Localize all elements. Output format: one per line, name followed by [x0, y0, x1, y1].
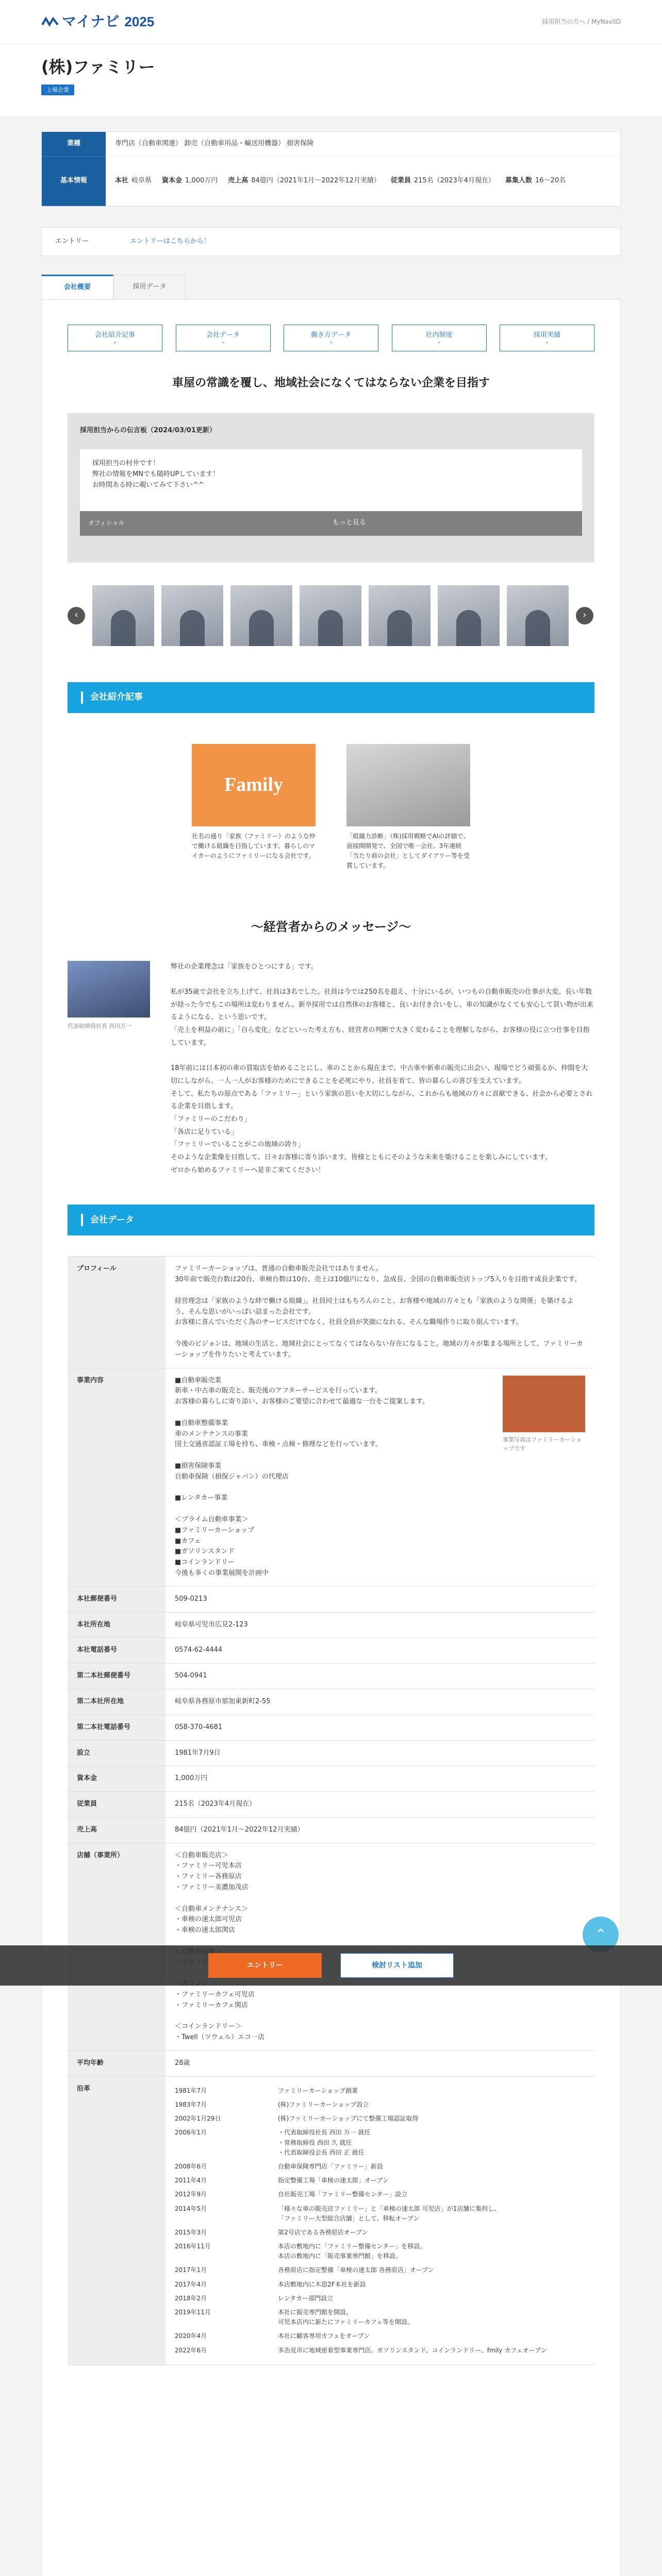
table-row — [68, 1257, 594, 1368]
row-key: 平均年齢 — [68, 2051, 166, 2077]
service-text: ■自動車販売業 新車・中古車の販売と、販売後のアフターサービスを行っています。 お客様の暮らしに寄り添い、お客様のご要望に合わせて最適な一台をご提案します。 ■自動車整備事業 車のメンテナンスの事業 国土交通省認証工場を持ち、車検・点検・修理などを行っています。 ■損害保険事業 自動車保険（損保ジャパン）の代理店 ■レンタカー事業 ＜プライム自動車事業＞ ■ファミリーカーショップ ■カフェ ■ガソリンスタンド ■コインランドリー 今後も多くの事業展開を計画中 — [175, 1376, 429, 1577]
hq-label: 本社 — [115, 177, 129, 185]
industry-label: 業種 — [42, 132, 106, 157]
history-row — [175, 2240, 585, 2263]
chevron-down-icon: ⌄ — [221, 339, 225, 345]
carousel-photo[interactable] — [230, 585, 292, 646]
history-event: 自社販売工場「ファミリー整備センター」設立 — [278, 2191, 408, 2198]
history-event: ・代表取締役社長 西田 万一 就任 ・常務取締役 西田 久 就任 ・代表取締役会長 西田 正 就任 — [278, 2129, 371, 2156]
history-row — [175, 2098, 585, 2112]
history-table — [175, 2084, 585, 2358]
chevron-down-icon: ⌄ — [437, 339, 441, 345]
sticky-cta-bar — [0, 1945, 662, 1986]
company-data-table — [68, 1256, 594, 2365]
subnav-label: 働き方データ — [310, 331, 351, 339]
row-key: 事業内容 — [68, 1368, 166, 1586]
history-row — [175, 2174, 585, 2188]
table-row — [68, 1766, 594, 1792]
chevron-down-icon: ⌄ — [112, 339, 118, 345]
row-value: 84億円（2021年1月〜2022年12月実績） — [166, 1817, 594, 1843]
row-key: 沿革 — [68, 2076, 166, 2365]
table-row — [68, 1612, 594, 1638]
table-row — [68, 1715, 594, 1740]
recruit-count-value: 16〜20名 — [535, 177, 566, 185]
history-cell — [166, 2076, 594, 2365]
ceo-caption: 代表取締役社長 西田万一 — [68, 1022, 132, 1029]
header-link[interactable]: 採用担当の方へ / MyNaviID — [542, 18, 621, 25]
history-event: (株)ファミリーカーショップにて整備工場認証取得 — [278, 2115, 419, 2123]
history-row — [175, 2329, 585, 2343]
carousel-photo[interactable] — [92, 585, 154, 646]
page-tabs — [41, 275, 621, 299]
article-text: 社名の通り「家族（ファミリー）のような仲で働ける組織を目指しています。暮らしのマイカーのようにファミリーになる会社です。 — [192, 832, 316, 859]
table-row — [68, 1664, 594, 1689]
entry-box — [41, 227, 621, 256]
history-event: 本店の敷地内に「ファミリー整備センター」を移設。 本店の敷地内に「販売事業専門館」を移設。 — [278, 2243, 426, 2260]
board-title: 採用担当からの伝言板（2024/03/01更新） — [80, 426, 216, 434]
history-year: 2006年1月 — [175, 2129, 207, 2137]
row-value: 1981年7月9日 — [166, 1740, 594, 1766]
recruit-count-label: 募集人数 — [505, 177, 533, 185]
board-line: 採用担当の村井です！ — [92, 460, 160, 468]
history-year: 1981年7月 — [175, 2087, 207, 2094]
history-row — [175, 2160, 585, 2174]
row-value: 504-0941 — [166, 1664, 594, 1689]
service-photo — [503, 1376, 585, 1432]
history-year: 2014年5月 — [175, 2205, 207, 2212]
history-year: 2016年11月 — [175, 2243, 211, 2250]
catch-copy: 車屋の常識を覆し、地域社会になくてはならない企業を目指す — [172, 377, 490, 390]
row-value: 058-370-4681 — [166, 1715, 594, 1740]
entry-link[interactable]: エントリーはこちらから！ — [130, 237, 211, 245]
carousel-prev-icon[interactable]: ‹ — [68, 607, 85, 624]
history-event: 各務原店に指定整備「車検の速太郎 各務原店」オープン — [278, 2266, 434, 2274]
chevron-up-icon: ⌃ — [594, 1925, 607, 1943]
history-event: 本社に販売専門館を開設。 可児本店内に新たにファミリーカフェ等を開設。 — [278, 2309, 413, 2326]
history-row — [175, 2202, 585, 2226]
subnav-intro-article[interactable] — [68, 325, 162, 351]
subnav-label: 会社データ — [206, 331, 240, 339]
row-key: 第二本社電話番号 — [68, 1715, 166, 1740]
table-row — [68, 1740, 594, 1766]
table-row — [68, 1817, 594, 1843]
row-key: 第二本社郵便番号 — [68, 1664, 166, 1689]
history-event: 第2号店である各務原店オープン — [278, 2228, 368, 2236]
table-row — [68, 1638, 594, 1664]
board-more: もっと見る — [332, 519, 366, 527]
table-row — [68, 2051, 594, 2077]
subnav-label: 社内制度 — [425, 331, 453, 339]
basic-info-label: 基本情報 — [42, 157, 106, 206]
history-year: 1983年7月 — [175, 2101, 207, 2109]
history-year: 2019年11月 — [175, 2309, 211, 2316]
history-row — [175, 2126, 585, 2160]
row-value — [166, 1368, 594, 1586]
section-heading-intro: 会社紹介記事 — [68, 682, 594, 713]
row-key: 本社郵便番号 — [68, 1586, 166, 1612]
carousel-photo[interactable] — [438, 585, 500, 646]
history-year: 2012年9月 — [175, 2191, 207, 2198]
ceo-photo — [68, 961, 150, 1018]
history-year: 2011年4月 — [175, 2177, 207, 2184]
sales-label: 売上高 — [228, 177, 249, 185]
row-value: 岐阜県各務原市那加東新町2-55 — [166, 1689, 594, 1715]
row-key: 本社所在地 — [68, 1612, 166, 1638]
history-row — [175, 2263, 585, 2277]
photo-carousel — [68, 577, 594, 654]
history-event: 本店敷地内に木造2F本社を新設 — [278, 2280, 366, 2288]
history-row — [175, 2226, 585, 2240]
article-image — [346, 744, 470, 826]
row-key: 売上高 — [68, 1817, 166, 1843]
history-year: 2018年2月 — [175, 2294, 207, 2302]
row-key: 本社電話番号 — [68, 1638, 166, 1664]
ceo-message-text: 弊社の企業理念は「家族をひとつにする」です。 私が35歳で会社を立ち上げて、社員は3名でした。社員は今では250名を超え、十分にいるが、いつもの自動車販売の仕事が大変。長い年数が経った今でもこの場所は変わりません。新卒採用では自然体のお客様と、良いお付き合いをし、車の知識がなくても安心して買い物が出来るようになる、という思いです。 「売上を利益の前に」「自ら変化」などといった考え方も、経営者の判断で大きく変わることを理解しながら、お客様の役に立つ仕事を目指しています。 18年前には日本初の車の買取店を始めることにし、車のことから現在まで、中古車や新車の販売に出会い、現場でどう頑張るか、仲間を大切にしながら、一人一人がお客様のためにできることを必死にやり、社員を育て、皆の暮らしの喜びを支えています。 そして、私たちの原点である「ファミリー」という家族の思いを大切にしながら、これからも地域の方々に貢献できる、社会から必要とされる企業を目指します。 「ファミリーのこだわり」 「各店に足りている」 「ファミリーでいることがこの地域の誇り」 そのような企業像を目指して、日々お客様に寄り添います。皆様とともにそのような未来を築けることを楽しみにしています。 ゼロから始めるファミリーへ是非ご来てください！ — [171, 962, 593, 1174]
history-year: 2017年4月 — [175, 2280, 207, 2288]
company-summary — [41, 131, 621, 207]
add-to-list-button[interactable]: 検討リスト追加 — [340, 1953, 454, 1978]
board-message — [80, 449, 582, 520]
history-year: 2020年4月 — [175, 2332, 207, 2340]
ceo-message — [68, 961, 594, 1177]
history-event: 自動車保険専門店「ファミリー」新設 — [278, 2162, 383, 2170]
mynavi-logo-icon — [41, 16, 59, 27]
board-more-bar[interactable] — [80, 511, 582, 536]
hq-value: 岐阜県 — [131, 177, 152, 185]
company-header — [0, 44, 662, 116]
employee-label: 従業員 — [390, 177, 411, 185]
row-value: 28歳 — [166, 2051, 594, 2077]
history-event: 多治見市に地域密着型事業専門店。ガソリンスタンド、コインランドリー、fmily カフェオープン — [278, 2346, 547, 2354]
chevron-down-icon: ⌄ — [544, 339, 550, 345]
history-year: 2015年3月 — [175, 2228, 207, 2236]
history-year: 2022年6月 — [175, 2346, 207, 2354]
row-value: 509-0213 — [166, 1586, 594, 1612]
history-event: 本社に顧客専用カフェをオープン — [278, 2332, 370, 2340]
employee-value: 215名（2023年4月現在） — [413, 177, 495, 185]
history-event: レンタカー部門設立 — [278, 2294, 334, 2302]
row-value: 岐阜県可児市広見2-123 — [166, 1612, 594, 1638]
subnav-hiring-record[interactable] — [500, 325, 594, 351]
carousel-photo[interactable] — [161, 585, 223, 646]
history-row — [175, 2306, 585, 2329]
table-row — [68, 2076, 594, 2365]
carousel-next-icon[interactable]: › — [576, 607, 593, 624]
intro-articles — [68, 744, 594, 871]
history-year: 2002年1月29日 — [175, 2115, 221, 2123]
subnav-company-data[interactable] — [176, 325, 271, 351]
article-card[interactable] — [192, 744, 316, 871]
board-line: 弊社の情報をMNでも随時UPしています！ — [92, 470, 220, 479]
sales-value: 84億円（2021年1月〜2022年12月実績） — [251, 177, 380, 185]
history-row — [175, 2112, 585, 2126]
carousel-photo[interactable] — [507, 585, 569, 646]
row-value: 1,000万円 — [166, 1766, 594, 1792]
carousel-photo[interactable] — [369, 585, 431, 646]
row-value: ファミリーカーショップは、普通の自動車販売会社ではありません。 30年前で販売台数は20台、車検台数は10台、売上は10億円になり、急成長、全国の自動車販売店トップ5入りを目指す成長企業です。 経営理念は「家族のような絆で働ける組織」。社員同士はもちろんのこと、お客様や地域の方々とも「家族のような関係」を築けるよう、そんな思いがいっぱい詰まった会社です。 お客様に喜んでいただく為のサービスだけでなく、社員全員が笑顔になれる、そんな職場作りに取り組んでいます。 今後のビジョンは、地域の生活と、地域社会にとってなくてはならない存在になること。地域の方々が集まる場所として、ファミリーカーショップを作りたいと考えています。 — [166, 1257, 594, 1368]
table-row — [68, 1368, 594, 1586]
row-key: 従業員 — [68, 1792, 166, 1818]
article-text: 「組織力診断」（株)採用戦略でAIの評価で、面接開開発で、全国で唯一会社、3年連続「当たり前の会社」としてダイアリー等を受賞しています。 — [346, 832, 470, 870]
logo-year: 2025 — [124, 13, 155, 29]
history-row — [175, 2292, 585, 2306]
capital-value: 1,000万円 — [185, 177, 218, 185]
main-content — [41, 299, 621, 2576]
company-name: (株)ファミリー — [41, 57, 155, 77]
row-key: 店舗（事業所） — [68, 1843, 166, 2050]
tab-company-overview[interactable]: 会社概要 — [41, 275, 113, 299]
recruiter-board — [68, 413, 594, 563]
entry-label: エントリー — [55, 237, 89, 245]
row-value: 0574-62-4444 — [166, 1638, 594, 1664]
row-key: プロフィール — [68, 1257, 166, 1368]
history-year: 2008年6月 — [175, 2162, 207, 2170]
history-event: ファミリーカーショップ創業 — [278, 2087, 358, 2094]
mynavi-logo[interactable] — [41, 10, 154, 33]
history-row — [175, 2278, 585, 2292]
listed-badge: 上場企業 — [41, 84, 74, 96]
row-key: 資本金 — [68, 1766, 166, 1792]
tab-recruit-data[interactable]: 採用データ — [113, 275, 186, 299]
history-row — [175, 2084, 585, 2098]
subnav-label: 採用実績 — [533, 331, 560, 339]
section-heading-data: 会社データ — [68, 1205, 594, 1235]
ceo-message-title: 〜経営者からのメッセージ〜 — [251, 920, 411, 935]
history-row — [175, 2188, 585, 2201]
history-year: 2017年1月 — [175, 2266, 207, 2274]
logo-text: マイナビ — [62, 13, 120, 30]
site-header — [0, 0, 662, 44]
board-line: お時間ある時に覗いてみて下さい^^ — [92, 481, 204, 489]
entry-button[interactable]: エントリー — [208, 1953, 322, 1978]
history-event: 「様々な車の販売店ファミリー」と「車検の速太郎 可児店」が1店舗に集約し、 「ファミリー大型総合店舗」として、移転オープン — [278, 2205, 501, 2222]
carousel-photo[interactable] — [300, 585, 361, 646]
chevron-down-icon: ⌄ — [328, 339, 334, 345]
history-row — [175, 2344, 585, 2358]
subnav-work-data[interactable] — [284, 325, 378, 351]
table-row — [68, 1792, 594, 1818]
industry-value: 専門店（自動車関連） 卸売（自動車用品・輸送用機器） 損害保険 — [106, 132, 620, 157]
section-subnav — [68, 325, 594, 351]
row-value: ＜自動車販売店＞ ・ファミリー可児本店 ・ファミリー各務原店 ・ファミリー美濃加茂店 ＜自動車メンテナンス＞ ・車検の速太郎可児店 ・車検の速太郎関店 ・ファミリーカフェ可児店 ・ファミリーカフェ関店 ＜コインランドリー＞ ・Twell（ツウェル）エコ一店 — [166, 1843, 594, 2050]
service-caption: 事業写真はファミリーカーショップです — [503, 1436, 582, 1452]
subnav-system[interactable] — [392, 325, 487, 351]
table-row — [68, 1586, 594, 1612]
table-row — [68, 1689, 594, 1715]
history-event: (株)ファミリーカーショップ設立 — [278, 2101, 369, 2109]
article-card[interactable] — [346, 744, 470, 871]
subnav-label: 会社紹介記事 — [94, 331, 135, 339]
article-image: Family — [192, 744, 316, 826]
row-key: 設立 — [68, 1740, 166, 1766]
row-key: 第二本社所在地 — [68, 1689, 166, 1715]
board-official: オフィシャル — [88, 519, 125, 527]
capital-label: 資本金 — [162, 177, 183, 185]
row-value: 215名（2023年4月現在） — [166, 1792, 594, 1818]
history-event: 指定整備工場「車検の速太郎」オープン — [278, 2177, 389, 2184]
